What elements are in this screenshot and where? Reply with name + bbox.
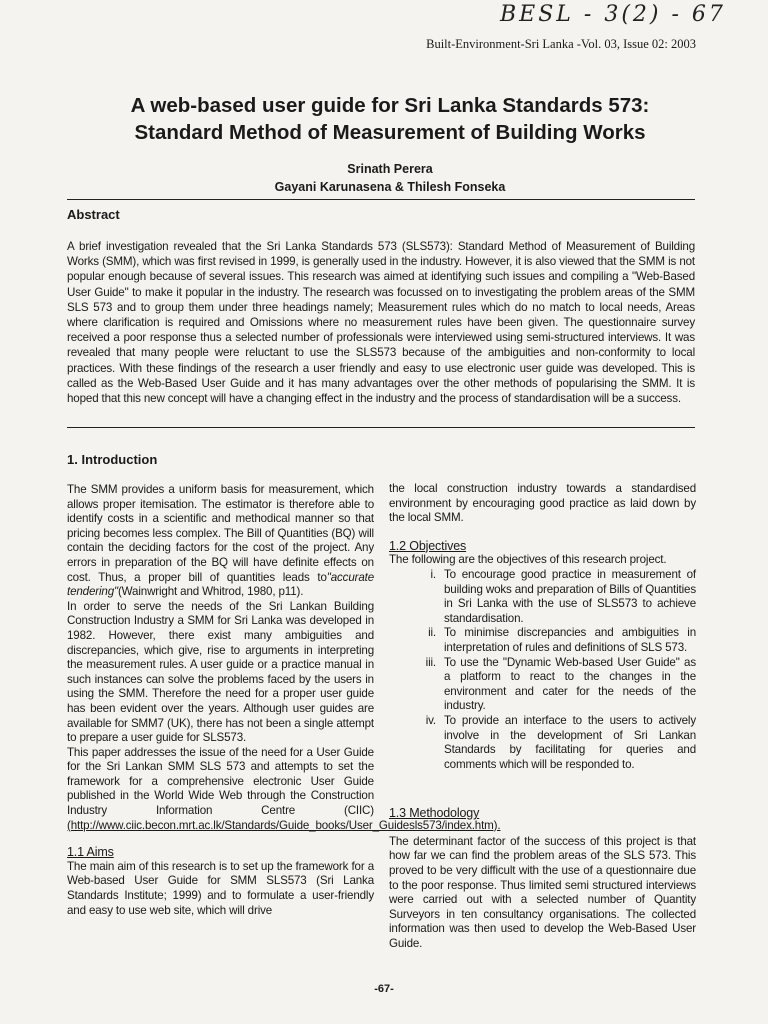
title-line-2: Standard Method of Measurement of Building Works bbox=[134, 121, 646, 144]
list-item: ii. To minimise discrepancies and ambiguities in interpretation of rules and definitions of SLS 573. bbox=[428, 626, 696, 654]
aims-body: The main aim of this research is to set up the framework for a Web-based User Guide for SMM SLS573 (Sri Lanka Standards Institute; 1999) and to formulate a user-friendly and easy to use web site, which will drive bbox=[67, 859, 374, 917]
list-item: i. To encourage good practice in measurement of building woks and preparation of Bills of Quantities in Sri Lanka with the use of SLS573 to achieve standardisation. bbox=[430, 567, 696, 625]
abstract-body: A brief investigation revealed that the Sri Lanka Standards 573 (SLS573): Standard Method of Measurement of Building Works (SMM), which was first revised in 1999, is generally used in the industry. However, it is also viewed that the SMM is not popular enough because of several issues. This research was aimed at identifying such issues and compiling a "Web-Based User Guide" to make it popular in the industry. The research was focussed on to investigating the problem areas of the SMM SLS 573 and to group them under three headings namely; Measurement rules which do no match to local needs, Areas where clarification is required and Omissions where no measurement rules have been given. The questionnaire survey received a poor response thus a selected number of professionals were interviewed using semi-structured interviews. It was revealed that many people were reluctant to use the SLS573 because of the ambiguities and non-conformity to local practices. With these findings of the research a user friendly and easy to use electronic user guide was developed. This is called as the Web-Based User Guide and it has many advantages over the other methods of popularising the SMM. It is hoped that this new concept will have a changing effect in the industry and the process of standardisation will be a success. bbox=[67, 240, 695, 406]
handwritten-reference: BESL - 3(2) - 67 bbox=[500, 2, 726, 27]
introduction-heading: 1. Introduction bbox=[67, 452, 158, 467]
list-item: iv. To provide an interface to the users to actively involve in the development of Sri Lankan Standards by facilitating for queries and comments which will be responded to. bbox=[425, 713, 696, 771]
paper-title bbox=[60, 92, 720, 146]
aims-continuation: the local construction industry towards a standardised environment by encouraging good practice as laid down by the local SMM. bbox=[389, 482, 696, 525]
abstract-bottom-rule bbox=[67, 427, 695, 428]
objectives-intro: The following are the objectives of this research project. bbox=[389, 553, 667, 567]
abstract-top-rule bbox=[67, 199, 695, 200]
abstract-heading: Abstract bbox=[67, 207, 120, 222]
right-column bbox=[389, 482, 696, 952]
page-number: -67- bbox=[374, 983, 394, 995]
intro-paragraph-1: The SMM provides a uniform basis for measurement, which allows proper itemisation. The estimator is therefore able to identify costs in a scientific and methodical manner so that pricing becomes less complex. The Bill of Quantities (BQ) will contain the deciding factors for the cost of the project. Any errors in preparation of the BQ will have definite effects on cost. Thus, a proper bill of quantities leads to"accurate tendering"(Wainwright and Whitrod, 1980, p11). bbox=[67, 483, 374, 599]
intro-paragraph-3: This paper addresses the issue of the need for a User Guide for the Sri Lankan SMM SLS 573 and attempts to set the framework for a comprehensive electronic User Guide published in the World Wide Web through the Construction Industry Information Centre (CIIC) (http://www.ciic.becon.mrt.ac.lk/Standards/Guide_books/User_Guidesls573/index.htm). bbox=[67, 745, 501, 832]
title-line-1: A web-based user guide for Sri Lanka Standards 573: bbox=[130, 94, 650, 117]
author-line-1: Srinath Perera bbox=[347, 162, 433, 176]
intro-paragraph-2: In order to serve the needs of the Sri Lankan Building Construction Industry a SMM for Sri Lanka was developed in 1982. However, there exist many ambiguities and discrepancies, which give, rise to arguments in interpreting the measurement rules. A user guide or a practice manual in such instances can solve the problems faced by the users in using the SMM. Therefore the need for a proper user guide has been evident over the years. Although user guides are available for SMM7 (UK), there has not been a single attempt to prepare a user guide for SLS573. bbox=[67, 599, 374, 745]
authors bbox=[60, 160, 720, 196]
methodology-body: The determinant factor of the success of this project is that how far we can find the problem areas of the SLS 573. This proved to be very difficult with the use of a questionnaire due to the poor response. Thus limited semi structured interviews were carried out with a selected number of Quantity Surveyors in ten consultancy organisations. The collected information was then used to develop the Web-Based User Guide. bbox=[389, 834, 696, 951]
objectives-heading: 1.2 Objectives bbox=[389, 538, 467, 553]
aims-heading: 1.1 Aims bbox=[67, 845, 114, 860]
objectives-list bbox=[389, 568, 696, 772]
methodology-heading: 1.3 Methodology bbox=[389, 806, 480, 821]
journal-header: Built-Environment-Sri Lanka -Vol. 03, Issue 02: 2003 bbox=[426, 37, 696, 51]
author-line-2: Gayani Karunasena & Thilesh Fonseka bbox=[274, 180, 506, 194]
list-item: iii. To use the "Dynamic Web-based User Guide" as a platform to react to the changes in the environment and cater for the needs of the industry. bbox=[425, 655, 696, 713]
quote-accurate-tendering: "accurate tendering" bbox=[67, 570, 374, 599]
ciic-url-link[interactable]: (http://www.ciic.becon.mrt.ac.lk/Standards/Guide_books/User_Guidesls573/index.htm). bbox=[67, 818, 501, 832]
